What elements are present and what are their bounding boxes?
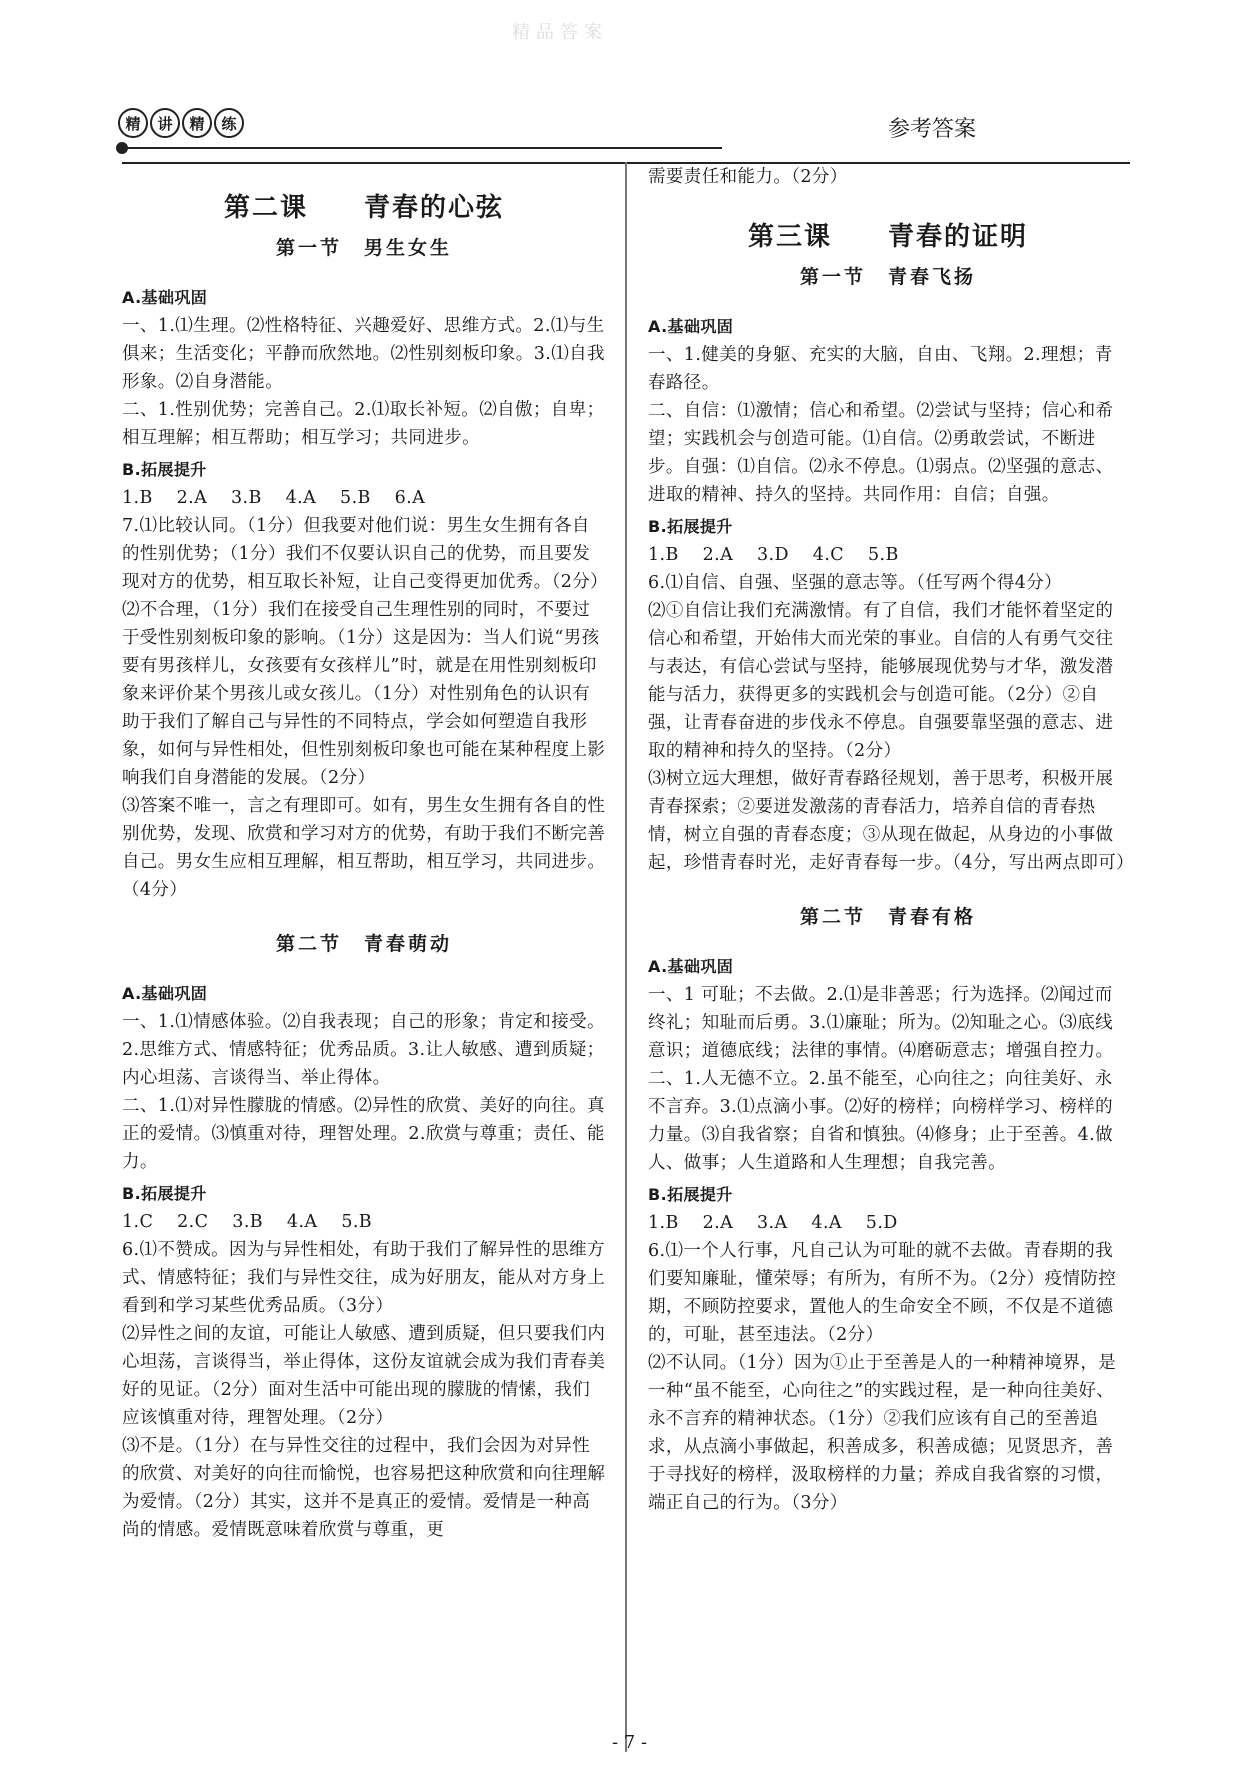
answer-paragraph: ⑵不合理，（1分）我们在接受自己生理性别的同时，不要过于受性别刻板印象的影响。（1分）这是因为：当人们说“男孩要有男孩样儿，女孩要有女孩样儿”时，就是在用性别刻板印象来评价某个男孩儿或女孩儿。（1分）对性别角色的认识有助于我们了解自己与异性的不同特点，学会如何塑造自我形象，如何与异性相处，但性别刻板印象也可能在某种程度上影响我们自身潜能的发展。（2分） [122,600,606,788]
section-title: 第一节 男生女生 [275,237,452,259]
answer-paragraph: ⑶答案不唯一，言之有理即可。如有，男生女生拥有各自的性别优势，发现、欣赏和学习对方的优势，有助于我们不断完善自己。男女生应相互理解，相互帮助，相互学习，共同进步。（4分） [122,796,606,900]
subsection-label: A.基础巩固 [122,288,208,307]
choice-answers: 1.B 2.A 3.B 4.A 5.B 6.A [122,488,426,508]
answer-paragraph: 6.⑴自信、自强、坚强的意志等。（任写两个得4分） [648,573,1063,593]
answer-paragraph: 一、1.⑴生理。⑵性格特征、兴趣爱好、思维方式。2.⑴与生俱来；生活变化；平静而欣然地。⑵性别刻板印象。3.⑴自我形象。⑵自身潜能。 [122,316,605,392]
answer-paragraph: ⑶不是。（1分）在与异性交往的过程中，我们会因为对异性的欣赏、对美好的向往而愉悦，也容易把这种欣赏和向往理解为爱情。（2分）其实，这并不是真正的爱情。爱情是一种高尚的情感。爱情既意味着欣赏与尊重，更 [122,1436,606,1540]
answer-paragraph: 一、1 可耻；不去做。2.⑴是非善恶；行为选择。⑵闻过而终礼；知耻而后勇。3.⑴廉耻；所为。⑵知耻之心。⑶底线意识；道德底线；法律的事情。⑷磨砺意志；增强自控力。 [648,985,1114,1061]
answer-paragraph: ⑵异性之间的友谊，可能让人敏感、遭到质疑，但只要我们内心坦荡，言谈得当，举止得体，这份友谊就会成为我们青春美好的见证。（2分）面对生活中可能出现的朦胧的情愫，我们应该慎重对待，理智处理。（2分） [122,1324,606,1428]
subsection-label: A.基础巩固 [648,957,734,976]
column-divider [625,162,627,1752]
header-title: 参考答案 [888,117,977,142]
answer-paragraph: 6.⑴一个人行事，凡自己认为可耻的就不去做。青春期的我们要知廉耻，懂荣辱；有所为，有所不为。（2分）疫情防控期，不顾防控要求，置他人的生命安全不顾，不仅是不道德的，可耻，甚至违法。（2分） [648,1241,1117,1345]
answer-paragraph: ⑵①自信让我们充满激情。有了自信，我们才能怀着坚定的信心和希望，开始伟大而光荣的事业。自信的人有勇气交往与表达，有信心尝试与坚持，能够展现优势与才华，激发潜能与活力，获得更多的实践机会与创造可能。（2分）②自强，让青春奋进的步伐永不停息。自强要靠坚强的意志、进取的精神和持久的坚持。（2分） [648,601,1114,761]
lesson-title: 第二课 青春的心弦 [223,193,504,223]
answer-paragraph: 二、1.性别优势；完善自己。2.⑴取长补短。⑵自傲；自卑；相互理解；相互帮助；相互学习；共同进步。 [122,400,605,448]
right-column [648,163,1135,1517]
answer-paragraph: 二、自信：⑴激情；信心和希望。⑵尝试与坚持；信心和希望；实践机会与创造可能。⑴自信。⑵勇敢尝试，不断进步。自强：⑴自信。⑵永不停息。⑴弱点。⑵坚强的意志、进取的精神、持久的坚持。共同作用：自信；自强。 [648,401,1114,505]
answer-paragraph: 一、1.健美的身躯、充实的大脑，自由、飞翔。2.理想；青春路径。 [648,345,1113,393]
scan-watermark: 精品答案 [512,22,608,43]
page-number: - 7 - [612,1732,648,1753]
left-column [122,188,609,1544]
section-title: 第二节 青春萌动 [275,933,452,955]
logo-char: 讲 [150,108,180,138]
answer-paragraph: 二、1.人无德不立。2.虽不能至，心向往之；向往美好、永不言弃。3.⑴点滴小事。⑵好的榜样；向榜样学习、榜样的力量。⑶自我省察；自省和慎独。⑷修身；止于至善。4.做人、做事；人生道路和人生理想；自我完善。 [648,1069,1113,1173]
choice-answers: 1.B 2.A 3.A 4.A 5.D [648,1213,898,1233]
header-rule-short [122,147,722,149]
answer-paragraph: 需要责任和能力。（2分） [648,167,848,187]
answer-paragraph: 二、1.⑴对异性朦胧的情感。⑵异性的欣赏、美好的向往。真正的爱情。⑶慎重对待，理智处理。2.欣赏与尊重；责任、能力。 [122,1096,605,1172]
section-title: 第一节 青春飞扬 [799,266,976,288]
choice-answers: 1.C 2.C 3.B 4.A 5.B [122,1212,373,1232]
subsection-label: B.拓展提升 [648,1185,733,1204]
subsection-label: A.基础巩固 [122,984,208,1003]
answer-paragraph: ⑶树立远大理想，做好青春路径规划，善于思考，积极开展青春探索；②要迸发激荡的青春活力，培养自信的青春热情，树立自强的青春态度；③从现在做起，从身边的小事做起，珍惜青春时光，走好青春每一步。（4分，写出两点即可） [648,769,1135,873]
logo-char: 精 [182,108,212,138]
section-title: 第二节 青春有格 [799,906,976,928]
answer-paragraph: ⑵不认同。（1分）因为①止于至善是人的一种精神境界，是一种“虽不能至，心向往之”的实践过程，是一种向往美好、永不言弃的精神状态。（1分）②我们应该有自己的至善追求，从点滴小事做起，积善成多，积善成德；见贤思齐，善于寻找好的榜样，汲取榜样的力量；养成自我省察的习惯，端正自己的行为。（3分） [648,1353,1117,1513]
subsection-label: A.基础巩固 [648,317,734,336]
subsection-label: B.拓展提升 [122,1184,207,1203]
logo-char: 精 [118,108,148,138]
lesson-title: 第三课 青春的证明 [747,222,1028,252]
choice-answers: 1.B 2.A 3.D 4.C 5.B [648,545,899,565]
answer-paragraph: 6.⑴不赞成。因为与异性相处，有助于我们了解异性的思维方式、情感特征；我们与异性交往，成为好朋友，能从对方身上看到和学习某些优秀品质。（3分） [122,1240,606,1316]
series-logo [118,108,244,138]
logo-char: 练 [214,108,244,138]
subsection-label: B.拓展提升 [122,460,207,479]
answer-paragraph: 一、1.⑴情感体验。⑵自我表现；自己的形象；肯定和接受。2.思维方式、情感特征；优秀品质。3.让人敏感、遭到质疑；内心坦荡、言谈得当、举止得体。 [122,1012,605,1088]
subsection-label: B.拓展提升 [648,517,733,536]
answer-paragraph: 7.⑴比较认同。（1分）但我要对他们说：男生女生拥有各自的性别优势；（1分）我们不仅要认识自己的优势，而且要发现对方的优势，相互取长补短，让自己变得更加优秀。（2分） [122,516,609,592]
